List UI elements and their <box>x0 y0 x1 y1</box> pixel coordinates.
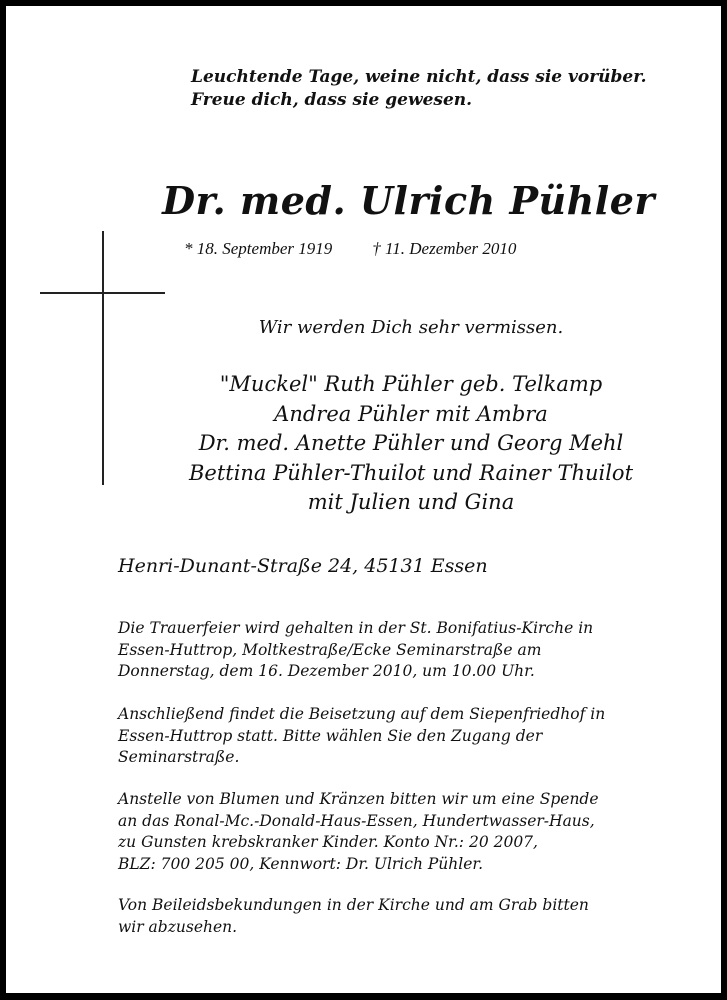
text-line: zu Gunsten krebskranker Kinder. Konto Nr.: 20 2007, <box>118 833 538 851</box>
text-line: BLZ: 700 205 00, Kennwort: Dr. Ulrich Pühler. <box>118 854 484 873</box>
text-line: Essen-Huttrop, Moltkestraße/Ecke Seminarstraße am <box>118 640 542 659</box>
cross-icon-bar <box>40 292 165 294</box>
funeral-service-paragraph <box>118 618 593 683</box>
text-line: Anstelle von Blumen und Kränzen bitten wir um eine Spende <box>118 790 599 808</box>
motto-quote <box>191 66 647 112</box>
family-member: "Muckel" Ruth Pühler geb. Telkamp <box>219 372 603 396</box>
family-address: Henri-Dunant-Straße 24, 45131 Essen <box>118 555 488 577</box>
cross-icon <box>102 231 104 485</box>
text-line: an das Ronal-Mc.-Donald-Haus-Essen, Hundertwasser-Haus, <box>118 811 595 830</box>
text-line: Die Trauerfeier wird gehalten in der St. Bonifatius-Kirche in <box>118 619 594 637</box>
text-line: Von Beileidsbekundungen in der Kirche und am Grab bitten <box>118 896 589 914</box>
text-line: wir abzusehen. <box>118 917 238 936</box>
deceased-name: Dr. med. Ulrich Pühler <box>162 178 655 223</box>
donation-paragraph <box>118 789 599 875</box>
text-line: Essen-Huttrop statt. Bitte wählen Sie den Zugang der <box>118 726 543 745</box>
family-member: Dr. med. Anette Pühler und Georg Mehl <box>198 431 624 455</box>
life-dates <box>184 239 516 259</box>
family-member: Andrea Pühler mit Ambra <box>274 401 548 426</box>
obituary-card <box>6 6 721 993</box>
death-date: † 11. Dezember 2010 <box>372 239 517 258</box>
condolence-paragraph <box>118 895 589 938</box>
birth-date: * 18. September 1919 <box>184 239 333 258</box>
burial-paragraph <box>118 704 605 769</box>
motto-line: Freue dich, dass sie gewesen. <box>191 90 473 110</box>
text-line: Seminarstraße. <box>118 748 240 766</box>
family-list <box>131 370 691 518</box>
text-line: Anschließend findet die Beisetzung auf dem Siepenfriedhof in <box>118 705 606 723</box>
text-line: Donnerstag, dem 16. Dezember 2010, um 10.00 Uhr. <box>118 662 535 680</box>
family-member: mit Julien und Gina <box>307 490 515 514</box>
farewell-message: Wir werden Dich sehr vermissen. <box>258 317 564 338</box>
family-member: Bettina Pühler-Thuilot und Rainer Thuilot <box>188 460 634 485</box>
motto-line: Leuchtende Tage, weine nicht, dass sie vorüber. <box>191 67 647 87</box>
